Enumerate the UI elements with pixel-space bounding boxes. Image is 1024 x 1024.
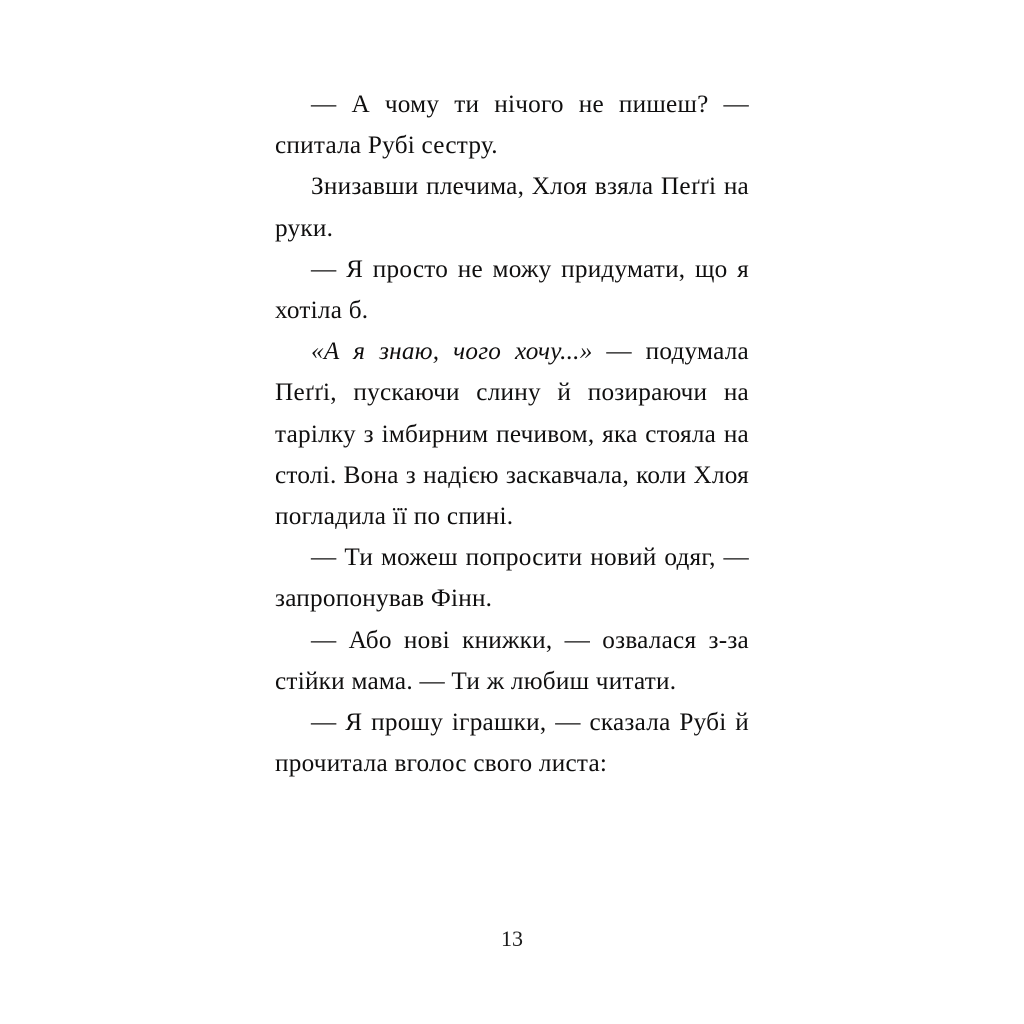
paragraph-1: — А чому ти нічого не пишеш? — спитала Рубі сестру. <box>275 91 749 160</box>
page-number: 13 <box>501 926 523 951</box>
paragraph-5: — Ти можеш попросити новий одяг, — запропонував Фінн. <box>275 544 749 613</box>
inner-thought-quote: «А я знаю, чого хочу...» <box>311 338 593 366</box>
paragraph-7: — Я прошу іграшки, — сказала Рубі й прочитала вголос свого листа: <box>275 709 749 778</box>
paragraph-6: — Або нові книжки, — озвалася з-за стійки мама. — Ти ж любиш читати. <box>275 626 749 695</box>
paragraph-3: — Я просто не можу придумати, що я хотіла б. <box>275 255 749 325</box>
paragraph-2: Знизавши плечима, Хлоя взяла Пеґґі на руки. <box>275 173 749 242</box>
body-text-block <box>275 84 749 784</box>
paragraph-4 <box>275 331 749 537</box>
paragraph-4-rest: — подумала Пеґґі, пускаючи слину й позираючи на тарілку з імбирним печивом, яка стояла на столі. Вона з надією заскавчала, коли Хлоя погладила її по спині. <box>275 338 749 531</box>
